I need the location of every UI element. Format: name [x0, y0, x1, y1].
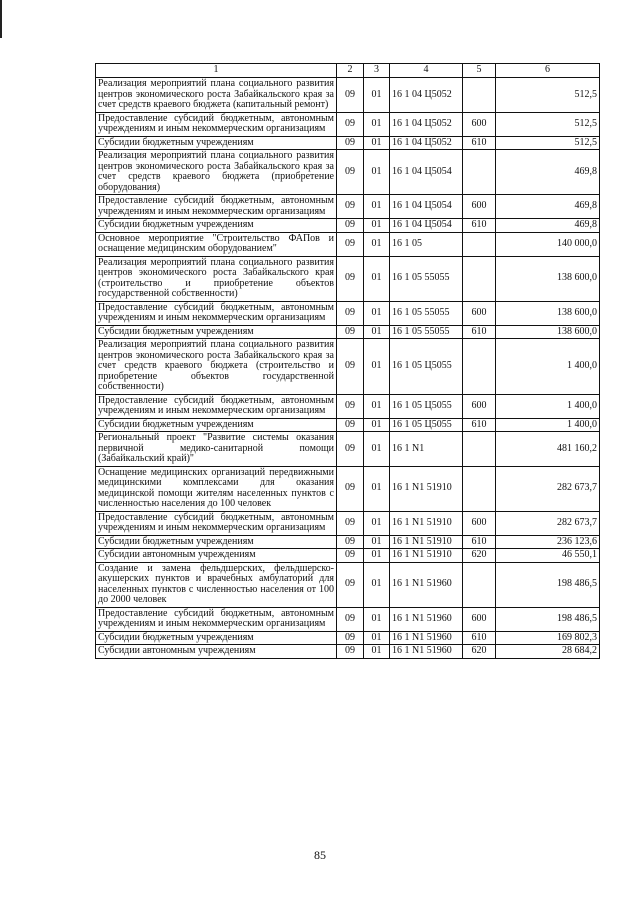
row-target-item: 16 1 04 Ц5052: [390, 112, 463, 136]
row-amount: 138 600,0: [496, 301, 600, 325]
row-expense-type: 600: [463, 511, 496, 535]
row-subsection: 01: [364, 78, 390, 113]
column-header-name: 1: [96, 64, 337, 78]
table-row: [96, 607, 600, 631]
row-target-item: 16 1 04 Ц5054: [390, 195, 463, 219]
row-amount: 46 550,1: [496, 549, 600, 563]
row-name: Предоставление субсидий бюджетным, автономным учреждениям и иным некоммерческим организациям: [96, 301, 337, 325]
row-name: Субсидии бюджетным учреждениям: [96, 535, 337, 549]
row-subsection: 01: [364, 432, 390, 467]
table-row: [96, 394, 600, 418]
column-header-section: 2: [337, 64, 364, 78]
row-expense-type: 610: [463, 535, 496, 549]
table-row: [96, 150, 600, 195]
row-amount: 198 486,5: [496, 607, 600, 631]
table-row: [96, 562, 600, 607]
row-subsection: 01: [364, 195, 390, 219]
row-amount: 469,8: [496, 195, 600, 219]
row-subsection: 01: [364, 325, 390, 339]
row-target-item: 16 1 04 Ц5054: [390, 219, 463, 233]
row-expense-type: 610: [463, 219, 496, 233]
table-row: [96, 112, 600, 136]
row-amount: 138 600,0: [496, 325, 600, 339]
row-name: Реализация мероприятий плана социального развития центров экономического роста Забайкальского края за счет средств краевого бюджета (строительство и приобретение объектов государственной собственности): [96, 339, 337, 395]
table-row: [96, 645, 600, 659]
row-expense-type: 600: [463, 607, 496, 631]
row-name: Реализация мероприятий плана социального развития центров экономического роста Забайкальского края (строительство и приобретение объектов государственной собственности): [96, 256, 337, 301]
column-header-subsection: 3: [364, 64, 390, 78]
row-expense-type: 600: [463, 301, 496, 325]
column-header-target-item: 4: [390, 64, 463, 78]
row-amount: 512,5: [496, 112, 600, 136]
row-expense-type: [463, 232, 496, 256]
row-subsection: 01: [364, 112, 390, 136]
table-row: [96, 535, 600, 549]
row-subsection: 01: [364, 418, 390, 432]
row-section: 09: [337, 136, 364, 150]
row-name: Субсидии бюджетным учреждениям: [96, 136, 337, 150]
row-expense-type: [463, 256, 496, 301]
row-name: Основное мероприятие "Строительство ФАПов и оснащение медицинским оборудованием": [96, 232, 337, 256]
row-section: 09: [337, 195, 364, 219]
row-target-item: 16 1 N1 51910: [390, 535, 463, 549]
row-name: Реализация мероприятий плана социального развития центров экономического роста Забайкальского края за счет средств краевого бюджета (приобретение оборудования): [96, 150, 337, 195]
row-target-item: 16 1 N1 51910: [390, 466, 463, 511]
row-name: Предоставление субсидий бюджетным, автономным учреждениям и иным некоммерческим организациям: [96, 607, 337, 631]
table-row: [96, 219, 600, 233]
page-number: 85: [314, 848, 326, 862]
table-body: [96, 78, 600, 659]
row-section: 09: [337, 232, 364, 256]
row-target-item: 16 1 05 Ц5055: [390, 418, 463, 432]
row-target-item: 16 1 05 55055: [390, 301, 463, 325]
row-amount: 481 160,2: [496, 432, 600, 467]
row-name: Субсидии бюджетным учреждениям: [96, 325, 337, 339]
row-subsection: 01: [364, 607, 390, 631]
row-section: 09: [337, 631, 364, 645]
row-target-item: 16 1 04 Ц5052: [390, 136, 463, 150]
row-expense-type: 600: [463, 195, 496, 219]
row-target-item: 16 1 05 55055: [390, 325, 463, 339]
row-subsection: 01: [364, 256, 390, 301]
document-page: [95, 63, 599, 659]
row-name: Предоставление субсидий бюджетным, автономным учреждениям и иным некоммерческим организациям: [96, 112, 337, 136]
row-subsection: 01: [364, 301, 390, 325]
row-expense-type: [463, 78, 496, 113]
row-expense-type: 610: [463, 418, 496, 432]
row-subsection: 01: [364, 136, 390, 150]
row-target-item: 16 1 05 Ц5055: [390, 394, 463, 418]
row-name: Оснащение медицинских организаций передвижными медицинскими комплексами для оказания медицинской помощи жителям населенных пунктов с численностью населения до 100 человек: [96, 466, 337, 511]
row-expense-type: 610: [463, 136, 496, 150]
table-row: [96, 256, 600, 301]
column-header-expense-type: 5: [463, 64, 496, 78]
row-name: Предоставление субсидий бюджетным, автономным учреждениям и иным некоммерческим организациям: [96, 394, 337, 418]
row-target-item: 16 1 N1 51960: [390, 645, 463, 659]
row-subsection: 01: [364, 535, 390, 549]
row-name: Субсидии автономным учреждениям: [96, 549, 337, 563]
row-amount: 1 400,0: [496, 339, 600, 395]
row-section: 09: [337, 607, 364, 631]
row-subsection: 01: [364, 631, 390, 645]
row-subsection: 01: [364, 645, 390, 659]
row-name: Реализация мероприятий плана социального развития центров экономического роста Забайкальского края за счет средств краевого бюджета (капитальный ремонт): [96, 78, 337, 113]
row-amount: 1 400,0: [496, 394, 600, 418]
row-subsection: 01: [364, 150, 390, 195]
table-header-row: [96, 64, 600, 78]
table-row: [96, 78, 600, 113]
row-target-item: 16 1 N1 51910: [390, 511, 463, 535]
row-name: Субсидии автономным учреждениям: [96, 645, 337, 659]
scan-edge-mark: [0, 0, 2, 38]
table-row: [96, 195, 600, 219]
row-name: Создание и замена фельдшерских, фельдшерско-акушерских пунктов и врачебных амбулаторий для населенных пунктов с численностью населения от 100 до 2000 человек: [96, 562, 337, 607]
row-amount: 236 123,6: [496, 535, 600, 549]
table-row: [96, 136, 600, 150]
row-subsection: 01: [364, 511, 390, 535]
row-name: Субсидии бюджетным учреждениям: [96, 219, 337, 233]
row-target-item: 16 1 N1 51960: [390, 607, 463, 631]
table-row: [96, 631, 600, 645]
row-amount: 198 486,5: [496, 562, 600, 607]
row-expense-type: [463, 466, 496, 511]
row-subsection: 01: [364, 562, 390, 607]
row-amount: 138 600,0: [496, 256, 600, 301]
table-row: [96, 549, 600, 563]
row-amount: 28 684,2: [496, 645, 600, 659]
row-section: 09: [337, 256, 364, 301]
row-expense-type: [463, 432, 496, 467]
column-header-amount: 6: [496, 64, 600, 78]
row-amount: 169 802,3: [496, 631, 600, 645]
row-expense-type: [463, 562, 496, 607]
row-section: 09: [337, 150, 364, 195]
budget-table: [95, 63, 600, 659]
row-name: Субсидии бюджетным учреждениям: [96, 418, 337, 432]
row-section: 09: [337, 301, 364, 325]
table-row: [96, 301, 600, 325]
row-target-item: 16 1 04 Ц5052: [390, 78, 463, 113]
row-section: 09: [337, 339, 364, 395]
row-section: 09: [337, 325, 364, 339]
row-section: 09: [337, 466, 364, 511]
row-section: 09: [337, 535, 364, 549]
table-row: [96, 432, 600, 467]
row-subsection: 01: [364, 394, 390, 418]
row-name: Региональный проект "Развитие системы оказания первичной медико-санитарной помощи (Забайкальский край)": [96, 432, 337, 467]
row-amount: 469,8: [496, 150, 600, 195]
row-amount: 140 000,0: [496, 232, 600, 256]
row-section: 09: [337, 511, 364, 535]
row-target-item: 16 1 05 Ц5055: [390, 339, 463, 395]
row-expense-type: 620: [463, 645, 496, 659]
row-subsection: 01: [364, 219, 390, 233]
row-name: Субсидии бюджетным учреждениям: [96, 631, 337, 645]
row-amount: 282 673,7: [496, 511, 600, 535]
table-row: [96, 511, 600, 535]
row-target-item: 16 1 N1 51960: [390, 562, 463, 607]
table-row: [96, 325, 600, 339]
row-name: Предоставление субсидий бюджетным, автономным учреждениям и иным некоммерческим организациям: [96, 195, 337, 219]
row-expense-type: [463, 339, 496, 395]
row-section: 09: [337, 562, 364, 607]
row-subsection: 01: [364, 339, 390, 395]
row-target-item: 16 1 N1 51910: [390, 549, 463, 563]
row-subsection: 01: [364, 549, 390, 563]
row-section: 09: [337, 432, 364, 467]
row-expense-type: 610: [463, 631, 496, 645]
row-amount: 469,8: [496, 219, 600, 233]
row-section: 09: [337, 549, 364, 563]
row-target-item: 16 1 N1: [390, 432, 463, 467]
row-amount: 512,5: [496, 136, 600, 150]
table-row: [96, 418, 600, 432]
row-target-item: 16 1 05 55055: [390, 256, 463, 301]
row-section: 09: [337, 394, 364, 418]
row-subsection: 01: [364, 232, 390, 256]
row-name: Предоставление субсидий бюджетным, автономным учреждениям и иным некоммерческим организациям: [96, 511, 337, 535]
row-amount: 512,5: [496, 78, 600, 113]
row-section: 09: [337, 78, 364, 113]
row-expense-type: 600: [463, 112, 496, 136]
row-amount: 1 400,0: [496, 418, 600, 432]
row-section: 09: [337, 112, 364, 136]
row-amount: 282 673,7: [496, 466, 600, 511]
row-target-item: 16 1 04 Ц5054: [390, 150, 463, 195]
row-subsection: 01: [364, 466, 390, 511]
row-expense-type: 600: [463, 394, 496, 418]
row-section: 09: [337, 645, 364, 659]
row-expense-type: [463, 150, 496, 195]
table-row: [96, 466, 600, 511]
row-target-item: 16 1 N1 51960: [390, 631, 463, 645]
row-section: 09: [337, 219, 364, 233]
table-row: [96, 232, 600, 256]
row-expense-type: 610: [463, 325, 496, 339]
row-expense-type: 620: [463, 549, 496, 563]
table-row: [96, 339, 600, 395]
row-target-item: 16 1 05: [390, 232, 463, 256]
row-section: 09: [337, 418, 364, 432]
